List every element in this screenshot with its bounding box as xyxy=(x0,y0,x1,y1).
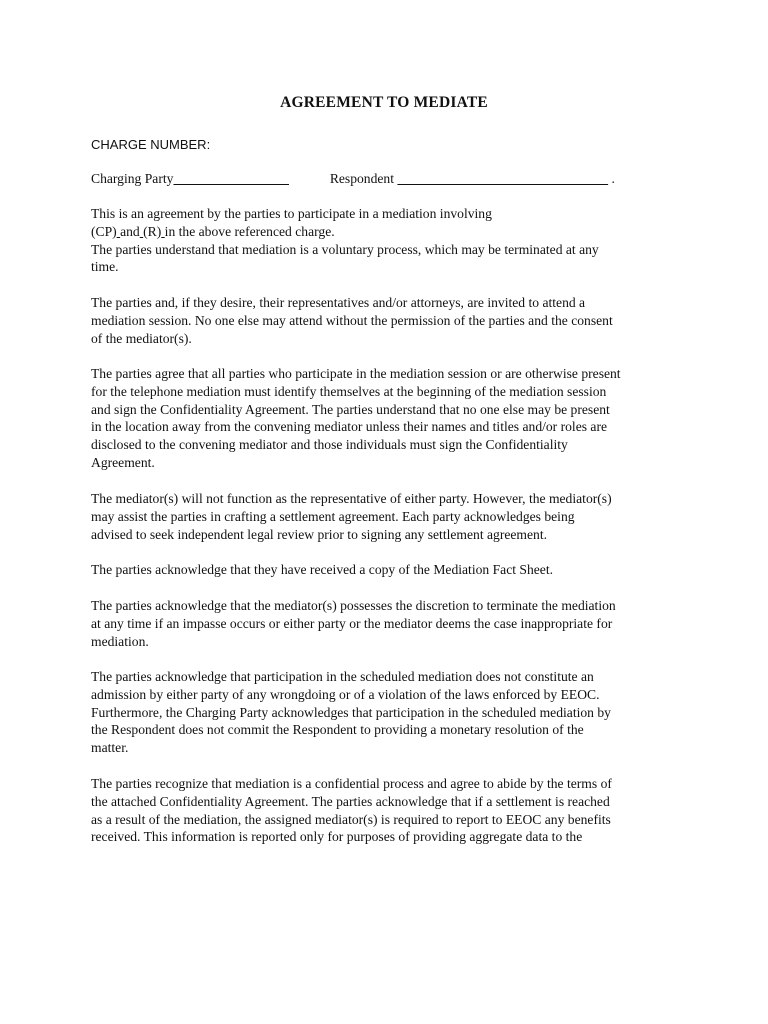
paragraph-line: The parties acknowledge that participation in the scheduled mediation does not constitute an xyxy=(91,669,594,684)
paragraph-line: The parties acknowledge that they have received a copy of the Mediation Fact Sheet. xyxy=(91,562,554,577)
paragraph-line xyxy=(91,223,681,241)
charge-number-label: CHARGE NUMBER: xyxy=(91,137,211,152)
paragraph-line: may assist the parties in crafting a settlement agreement. Each party acknowledges being xyxy=(91,508,575,524)
paragraph-line: the Respondent does not commit the Respondent to providing a monetary resolution of the xyxy=(91,722,584,738)
paragraph-line: The parties understand that mediation is a voluntary process, which may be terminated at any xyxy=(91,241,599,257)
paragraph-line: at any time if an impasse occurs or either party or the mediator deems the case inappropriate for xyxy=(91,615,613,631)
paragraph-line: The mediator(s) will not function as the representative of either party. However, the mediator(s) xyxy=(91,491,612,506)
paragraph-line: of the mediator(s). xyxy=(91,330,192,346)
paragraph-mediator-role xyxy=(91,490,681,543)
paragraph-line: The parties recognize that mediation is a confidential process and agree to abide by the terms of xyxy=(91,776,612,791)
paragraph-line: mediation session. No one else may attend without the permission of the parties and the consent xyxy=(91,312,613,328)
paragraph-termination xyxy=(91,597,681,650)
paragraph-line: time. xyxy=(91,259,119,275)
cp-label: (CP) xyxy=(91,223,117,239)
respondent-trail: . xyxy=(611,171,615,186)
charging-party-label: Charging Party xyxy=(91,171,174,186)
paragraph-line: Furthermore, the Charging Party acknowledges that participation in the scheduled mediation by xyxy=(91,704,611,720)
paragraph-line: The parties agree that all parties who participate in the mediation session or are otherwise present xyxy=(91,366,621,381)
respondent-blank[interactable] xyxy=(397,171,608,186)
paragraph-parties xyxy=(91,205,681,276)
paragraph-line: as a result of the mediation, the assigned mediator(s) is required to report to EEOC any benefits xyxy=(91,811,611,827)
paragraph-line: The parties and, if they desire, their representatives and/or attorneys, are invited to attend a xyxy=(91,295,586,310)
paragraph-no-admission xyxy=(91,668,681,757)
respondent-label: Respondent xyxy=(329,171,394,186)
r-label: (R) xyxy=(143,223,162,239)
paragraph-identification xyxy=(91,365,681,472)
paragraph-line: The parties acknowledge that the mediator(s) possesses the discretion to terminate the mediation xyxy=(91,598,616,613)
paragraph-line: This is an agreement by the parties to participate in a mediation involving xyxy=(91,206,492,221)
paragraph-line: received. This information is reported only for purposes of providing aggregate data to the xyxy=(91,829,583,845)
and-label: and xyxy=(120,223,140,239)
paragraph-attendance xyxy=(91,294,681,347)
paragraph-line: and sign the Confidentiality Agreement. The parties understand that no one else may be present xyxy=(91,401,610,417)
paragraph-line: mediation. xyxy=(91,633,149,649)
paragraph-line: for the telephone mediation must identify themselves at the beginning of the mediation session xyxy=(91,383,607,399)
paragraph-line: in the location away from the convening mediator unless their names and titles and/or roles are xyxy=(91,419,608,435)
paragraph-line: the attached Confidentiality Agreement. The parties acknowledge that if a settlement is reached xyxy=(91,793,610,809)
paragraph-line: admission by either party of any wrongdoing or of a violation of the laws enforced by EEOC. xyxy=(91,686,600,702)
paragraph-line: Agreement. xyxy=(91,454,155,470)
paragraph-line: advised to seek independent legal review prior to signing any settlement agreement. xyxy=(91,526,548,542)
party-line xyxy=(91,170,615,188)
charging-party-blank[interactable] xyxy=(173,171,289,186)
paragraph-fact-sheet xyxy=(91,561,681,579)
paragraph-line: matter. xyxy=(91,740,129,756)
paragraph-confidentiality xyxy=(91,775,681,846)
document-title: AGREEMENT TO MEDIATE xyxy=(280,94,488,111)
paragraph-line: disclosed to the convening mediator and those individuals must sign the Confidentiality xyxy=(91,437,568,453)
referenced-charge-text: in the above referenced charge. xyxy=(164,223,335,239)
